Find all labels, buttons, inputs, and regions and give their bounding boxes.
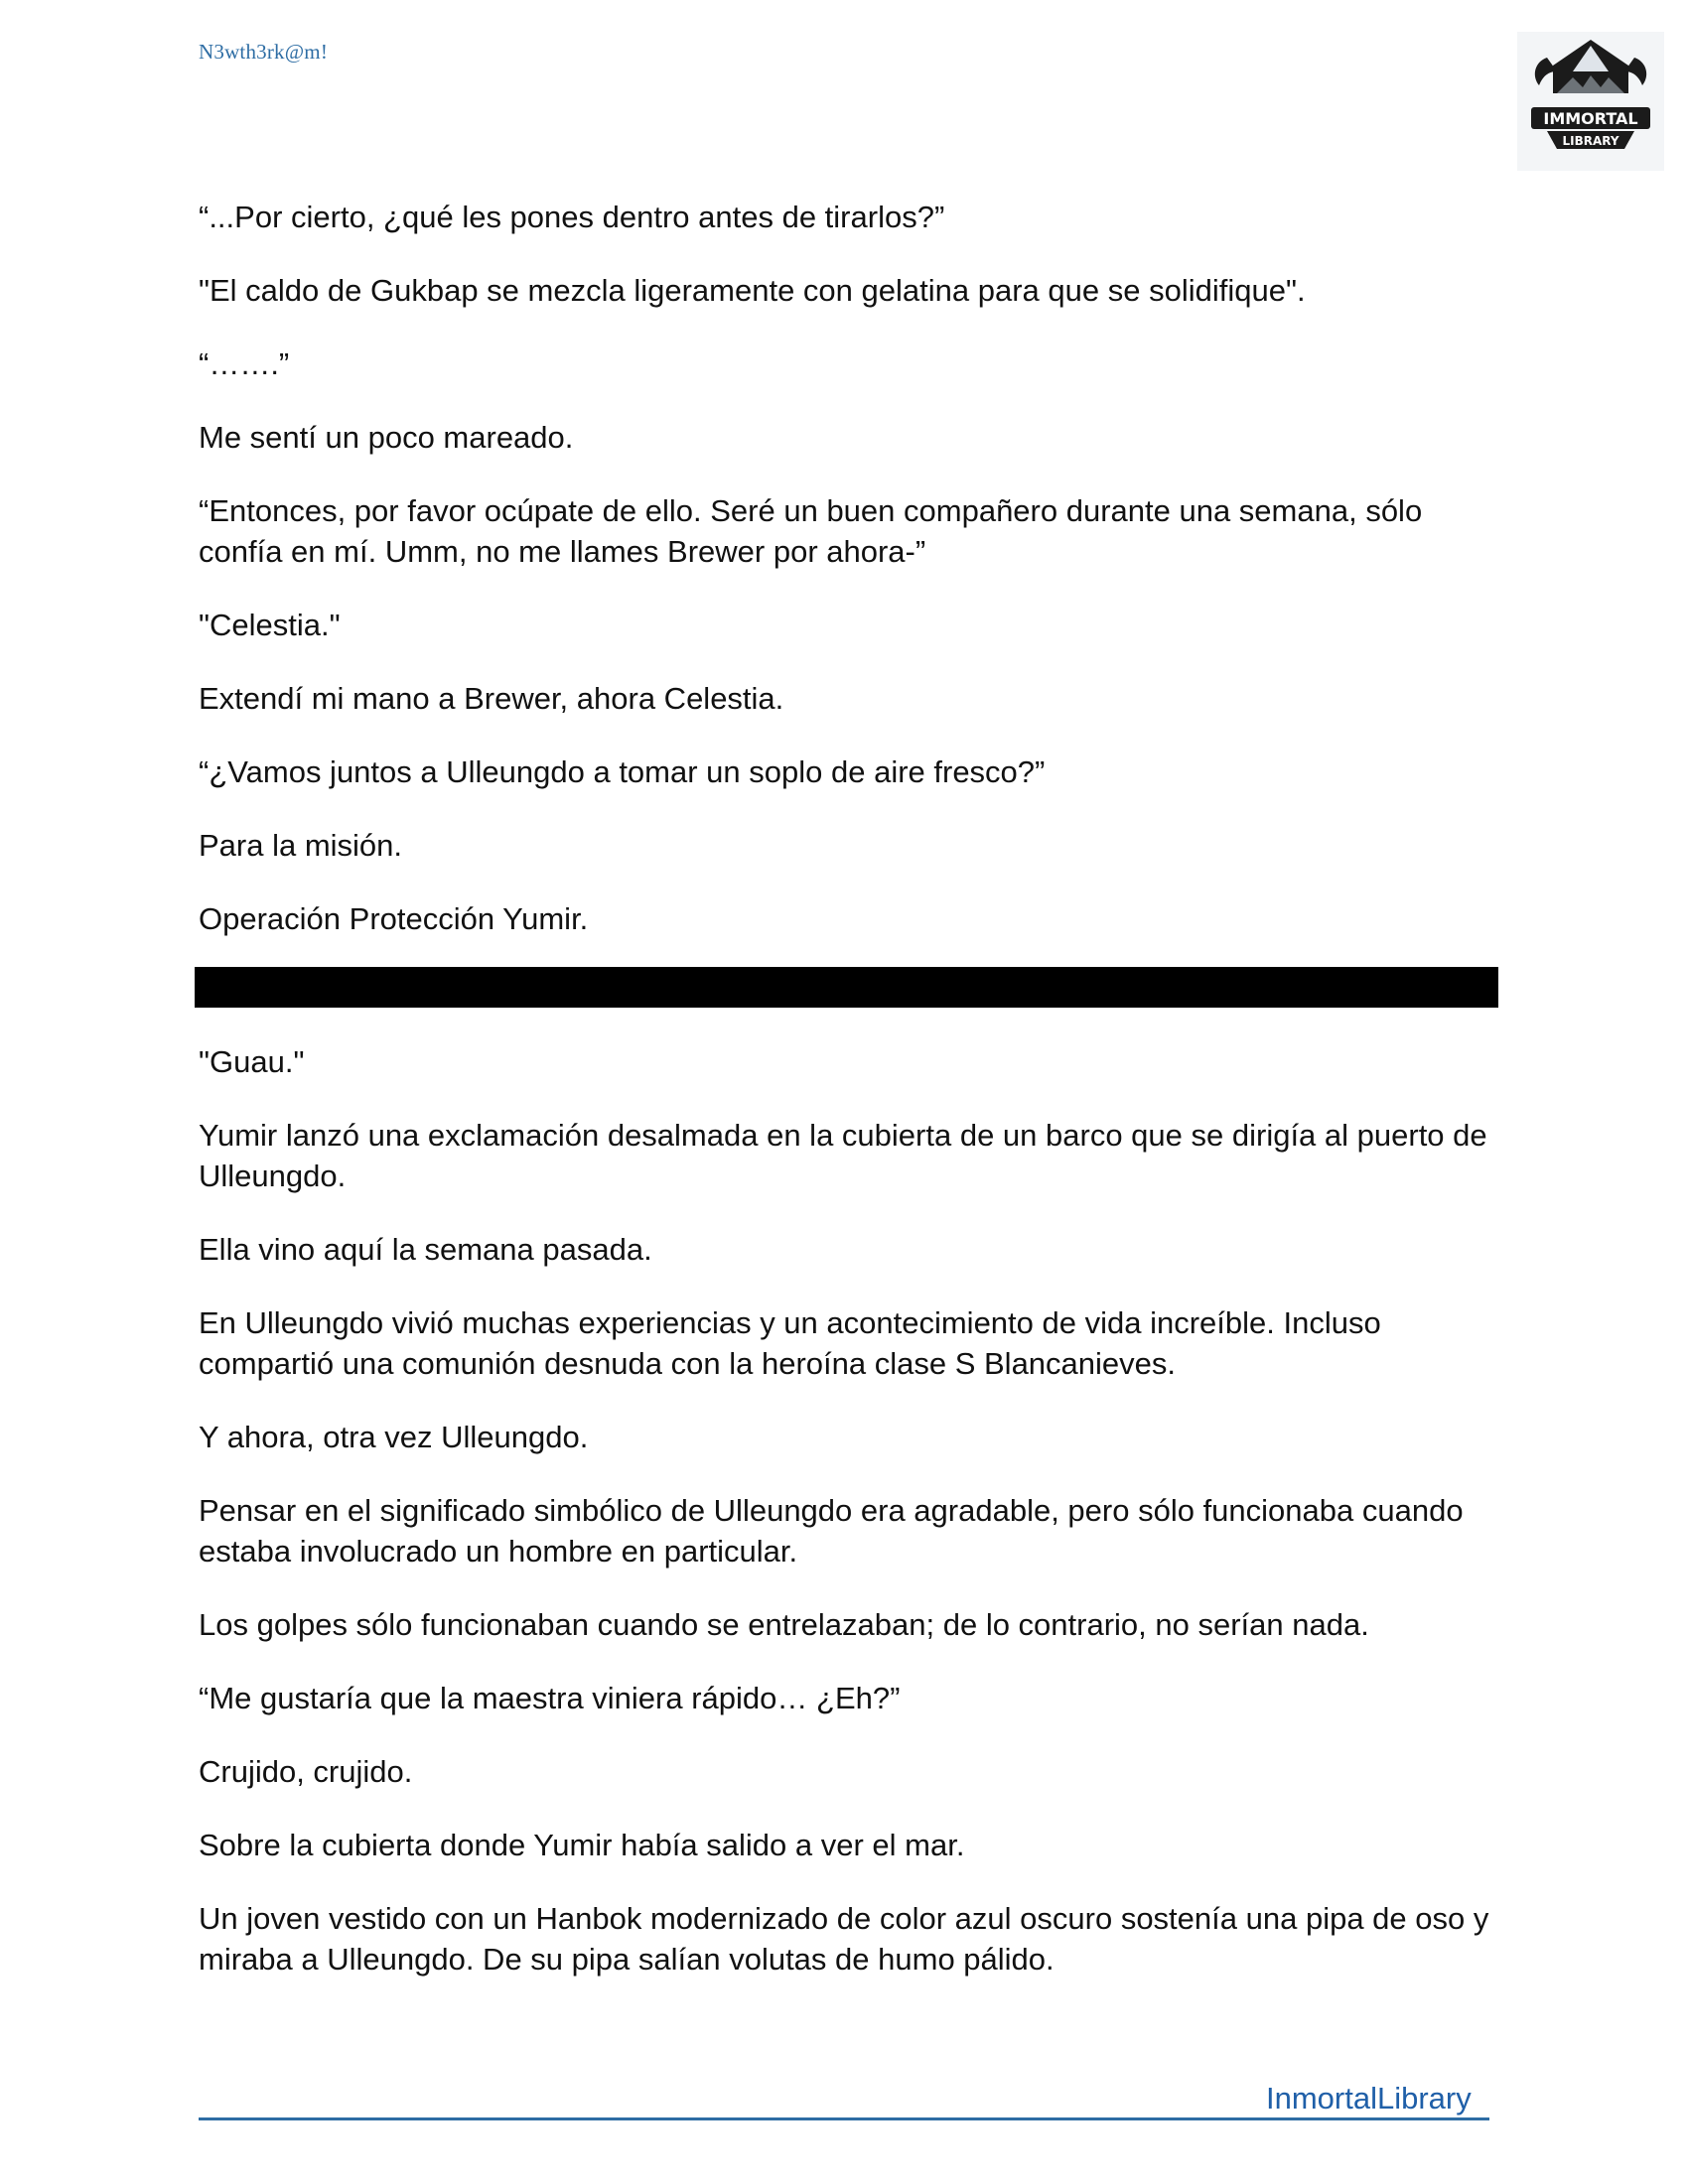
paragraph: Pensar en el significado simbólico de Ulleungdo era agradable, pero sólo funcionaba cuando estaba involucrado un hombre en particular. — [199, 1493, 1464, 1569]
body-text-bottom — [199, 1041, 1499, 1979]
paragraph: “Entonces, por favor ocúpate de ello. Seré un buen compañero durante una semana, sólo confía en mí. Umm, no me llames Brewer por ahora-” — [199, 493, 1423, 569]
paragraph: En Ulleungdo vivió muchas experiencias y un acontecimiento de vida increíble. Incluso compartió una comunión desnuda con la heroína clase S Blancanieves. — [199, 1305, 1381, 1381]
paragraph: Yumir lanzó una exclamación desalmada en la cubierta de un barco que se dirigía al puerto de Ulleungdo. — [199, 1118, 1487, 1193]
logo-text-line2: LIBRARY — [1562, 134, 1619, 148]
paragraph: “¿Vamos juntos a Ulleungdo a tomar un soplo de aire fresco?” — [199, 754, 1046, 789]
footer-library-link[interactable]: InmortalLibrary — [1266, 2081, 1472, 2116]
paragraph: Extendí mi mano a Brewer, ahora Celestia. — [199, 681, 784, 716]
paragraph: Me sentí un poco mareado. — [199, 420, 574, 455]
logo-text-line1: IMMORTAL — [1543, 109, 1638, 128]
paragraph: Ella vino aquí la semana pasada. — [199, 1232, 652, 1267]
paragraph: Sobre la cubierta donde Yumir había salido a ver el mar. — [199, 1828, 965, 1862]
footer-divider — [199, 2117, 1489, 2120]
paragraph: “...Por cierto, ¿qué les pones dentro antes de tirarlos?” — [199, 200, 945, 234]
immortal-library-logo — [1517, 32, 1664, 171]
paragraph: "Celestia." — [199, 608, 341, 642]
paragraph: Un joven vestido con un Hanbok modernizado de color azul oscuro sostenía una pipa de oso y miraba a Ulleungdo. De su pipa salían volutas de humo pálido. — [199, 1901, 1489, 1977]
paragraph: Para la misión. — [199, 828, 403, 863]
paragraph: "Guau." — [199, 1044, 305, 1079]
paragraph: "El caldo de Gukbap se mezcla ligeramente con gelatina para que se solidifique". — [199, 273, 1306, 308]
header-watermark: N3wth3rk@m! — [199, 40, 329, 64]
paragraph: Crujido, crujido. — [199, 1754, 413, 1789]
paragraph: “…….” — [199, 346, 290, 381]
body-text-top — [199, 197, 1499, 939]
paragraph: Los golpes sólo funcionaban cuando se entrelazaban; de lo contrario, no serían nada. — [199, 1607, 1369, 1642]
paragraph: “Me gustaría que la maestra viniera rápido… ¿Eh?” — [199, 1681, 901, 1715]
scene-separator-bar — [195, 967, 1498, 1008]
paragraph: Operación Protección Yumir. — [199, 901, 589, 936]
paragraph: Y ahora, otra vez Ulleungdo. — [199, 1420, 589, 1454]
